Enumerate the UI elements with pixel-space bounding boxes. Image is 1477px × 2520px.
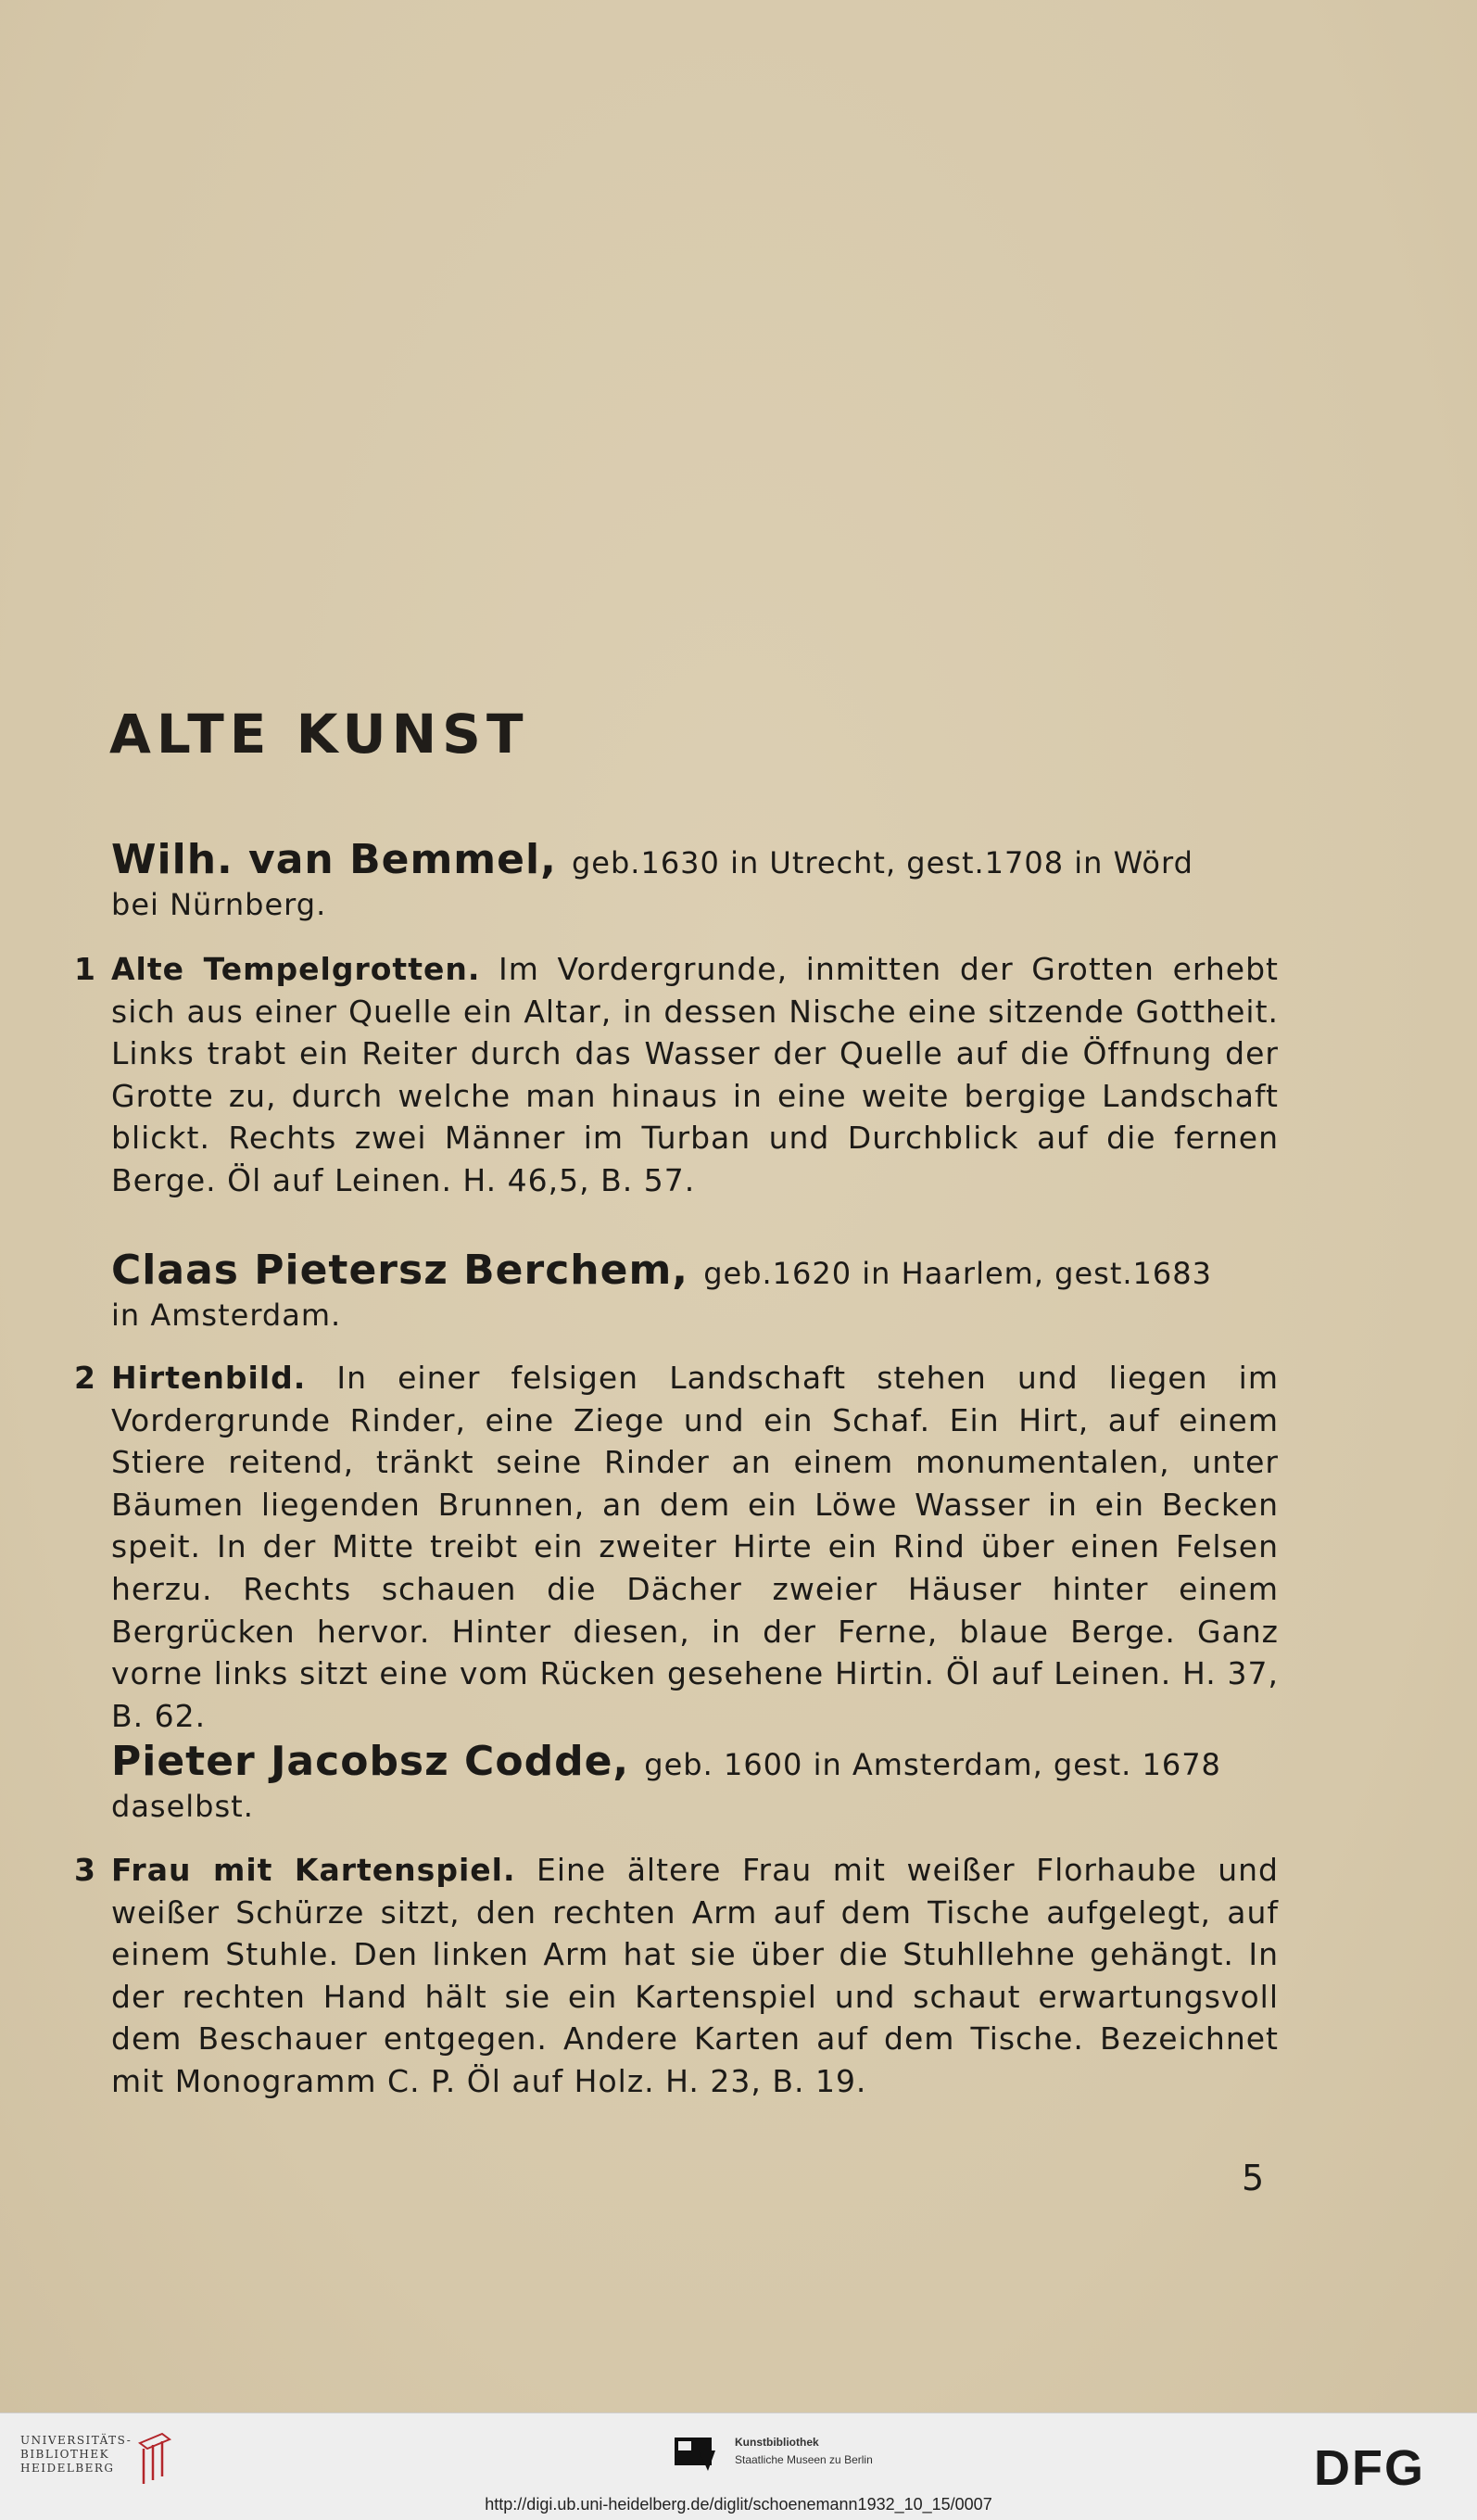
artist-name: Wilh. van Bemmel,: [111, 836, 557, 883]
university-library-logo[interactable]: [20, 2434, 132, 2476]
artist-header: [111, 1249, 1269, 1336]
entry-description: Im Vordergrunde, inmitten der Grotten erhebt sich aus einer Quelle ein Altar, in dessen Nische eine sitzende Gottheit. Links trabt ein Reiter durch das Wasser der Quelle auf die Öffnung der Grotte zu, durch welche man hinaus in eine weite bergige Landschaft blickt. Rechts zwei Männer im Turban und Durchblick auf die fernen Berge. Öl auf Leinen. H. 46,5, B. 57.: [111, 951, 1280, 1198]
kunstbibliothek-label: [735, 2434, 873, 2469]
entry-number: 3: [74, 1852, 96, 1888]
catalogue-entry: [74, 1849, 1279, 2103]
catalogue-entry: [74, 948, 1279, 1202]
section-heading: ALTE KUNST: [109, 703, 529, 766]
dfg-logo[interactable]: DFG: [1314, 2440, 1425, 2496]
logo-text-line: BIBLIOTHEK: [20, 2448, 110, 2461]
entry-number: 1: [74, 951, 96, 987]
entry-description: Eine ältere Frau mit weißer Florhaube und weißer Schürze sitzt, den rechten Arm auf dem Tische aufgelegt, auf einem Stuhle. Den linken Arm hat sie über die Stuhllehne gehängt. In der rechten Hand hält sie ein Kartenspiel und schaut erwartungsvoll dem Beschauer entgegen. Andere Karten auf dem Tische. Bezeichnet mit Monogramm C. P. Öl auf Holz. H. 23, B. 19.: [111, 1852, 1279, 2099]
footer-bar: [0, 2412, 1477, 2520]
kb-title: Kunstbibliothek: [735, 2436, 819, 2449]
artist-bio-line2: bei Nürnberg.: [111, 887, 327, 922]
logo-text-line: HEIDELBERG: [20, 2462, 115, 2475]
artist-name: Pieter Jacobsz Codde,: [111, 1738, 630, 1785]
artist-bio-line1: geb.1620 in Haarlem, gest.1683: [703, 1256, 1212, 1291]
entry-description: In einer felsigen Landschaft stehen und liegen im Vordergrunde Rinder, eine Ziege und ein Schaf. Ein Hirt, auf einem Stiere reitend, tränkt seine Rinder an einem monumentalen, unter Bäumen liegenden Brunnen, an dem ein Löwe Wasser in ein Becken speit. In der Mitte treibt ein zweiter Hirte ein Rind über einen Felsen herzu. Rechts schauen die Dächer zweier Häuser hinter einem Bergrücken hervor. Hinter diesen, in der Ferne, blaue Berge. Ganz vorne links sitzt eine vom Rücken gesehene Hirtin. Öl auf Leinen. H. 37, B. 62.: [111, 1360, 1279, 1734]
artist-bio-line2: daselbst.: [111, 1789, 254, 1824]
kunstbibliothek-logo-icon[interactable]: [675, 2434, 730, 2480]
artist-header: [111, 1738, 1269, 1828]
kb-subtitle: Staatliche Museen zu Berlin: [735, 2453, 873, 2466]
artist-name: Claas Pietersz Berchem,: [111, 1247, 689, 1294]
page-number: 5: [1242, 2158, 1265, 2198]
entry-title: Frau mit Kartenspiel.: [111, 1852, 516, 1888]
entry-number: 2: [74, 1360, 96, 1396]
source-url[interactable]: http://digi.ub.uni-heidelberg.de/diglit/schoenemann1932_10_15/0007: [485, 2495, 992, 2514]
entry-title: Alte Tempelgrotten.: [111, 951, 481, 987]
artist-bio-line1: geb.1630 in Utrecht, gest.1708 in Wörd: [571, 845, 1193, 880]
artist-bio-line1: geb. 1600 in Amsterdam, gest. 1678: [644, 1747, 1221, 1782]
entry-title: Hirtenbild.: [111, 1360, 307, 1396]
logo-text-line: UNIVERSITÄTS-: [20, 2434, 133, 2447]
artist-bio-line2: in Amsterdam.: [111, 1298, 342, 1333]
artist-header: [111, 836, 1269, 926]
university-emblem-icon: [134, 2430, 175, 2488]
catalogue-entry: [74, 1357, 1279, 1737]
